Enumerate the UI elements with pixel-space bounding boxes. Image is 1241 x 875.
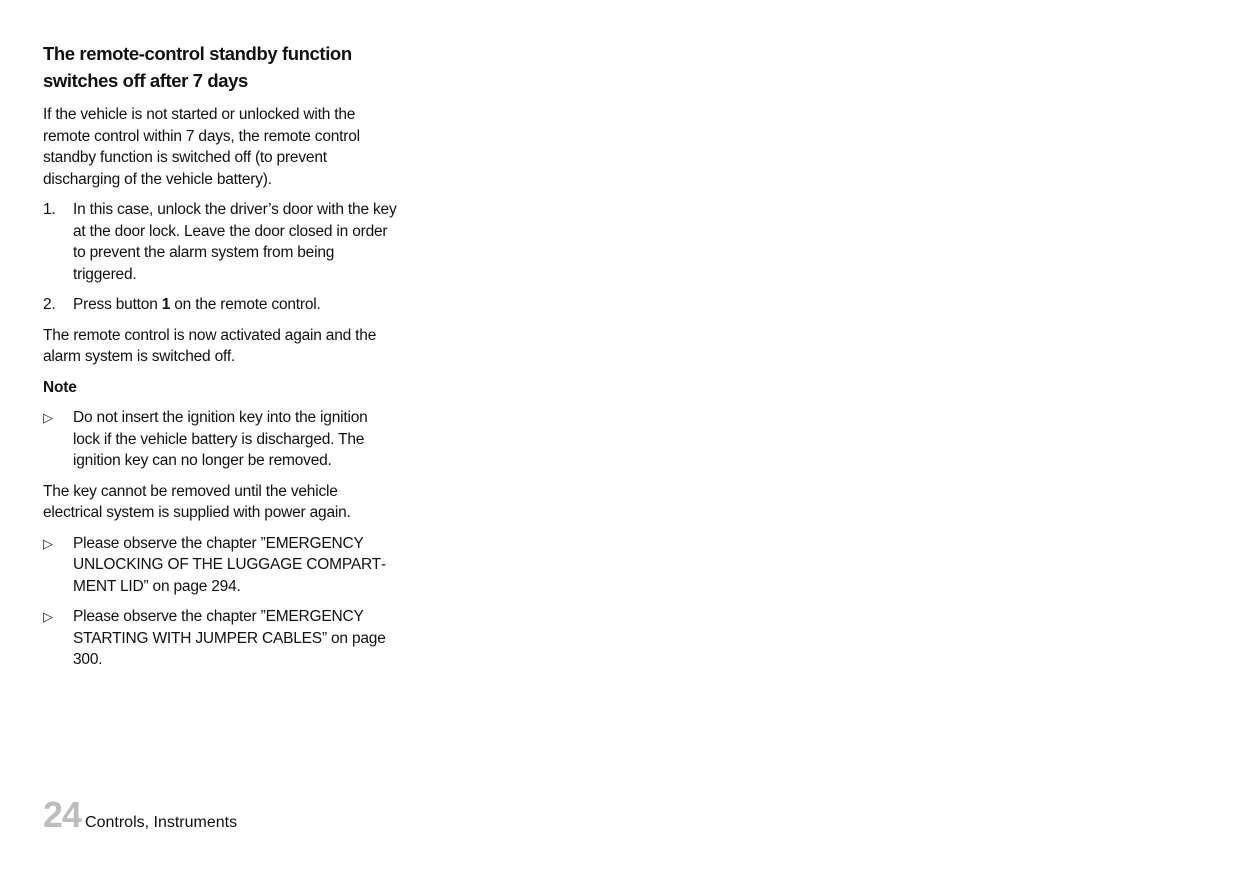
step-1 [43, 199, 398, 285]
note-paragraph: The key cannot be removed until the vehicle electrical system is supplied with power again. [43, 482, 351, 521]
page-footer [43, 795, 237, 835]
step-number: 2. [43, 296, 56, 313]
reference-item [43, 533, 398, 598]
reference-item [43, 606, 398, 671]
reference-text: Please observe the chapter ”EMERGENCY STARTING WITH JUMPER CABLES” on page 300. [73, 608, 386, 668]
section-title: Controls, Instruments [85, 814, 238, 831]
note-label: Note [43, 378, 77, 396]
triangle-bullet-icon: ▷ [43, 535, 53, 551]
button-number: 1 [161, 296, 171, 313]
step-2 [43, 294, 398, 316]
step-number: 1. [43, 201, 56, 218]
page-number: 24 [43, 794, 82, 835]
content-column [43, 40, 398, 680]
step-text-before: Press button [73, 296, 162, 313]
step-text-after: on the remote control. [170, 296, 321, 313]
triangle-bullet-icon: ▷ [43, 410, 53, 425]
section-heading: The remote-control standby function switches off after 7 days [43, 43, 352, 91]
step-text [73, 294, 398, 316]
reference-text: Please observe the chapter ”EMERGENCY UNLOCKING OF THE LUGGAGE COMPARTMENT LID” on page 294. [73, 534, 387, 595]
result-paragraph: The remote control is now activated again and the alarm system is switched off. [43, 326, 377, 365]
step-text: In this case, unlock the driver’s door with the key at the door lock. Leave the door closed in order to prevent the alarm system from being triggered. [73, 201, 397, 283]
note-bullet-text: Do not insert the ignition key into the ignition lock if the vehicle battery is discharged. The ignition key can no longer be removed. [73, 409, 368, 469]
triangle-bullet-icon: ▷ [43, 609, 53, 624]
intro-paragraph: If the vehicle is not started or unlocked with the remote control within 7 days, the remote control standby function is switched off (to prevent discharging of the vehicle battery). [43, 106, 360, 188]
note-bullet-item [43, 407, 398, 472]
